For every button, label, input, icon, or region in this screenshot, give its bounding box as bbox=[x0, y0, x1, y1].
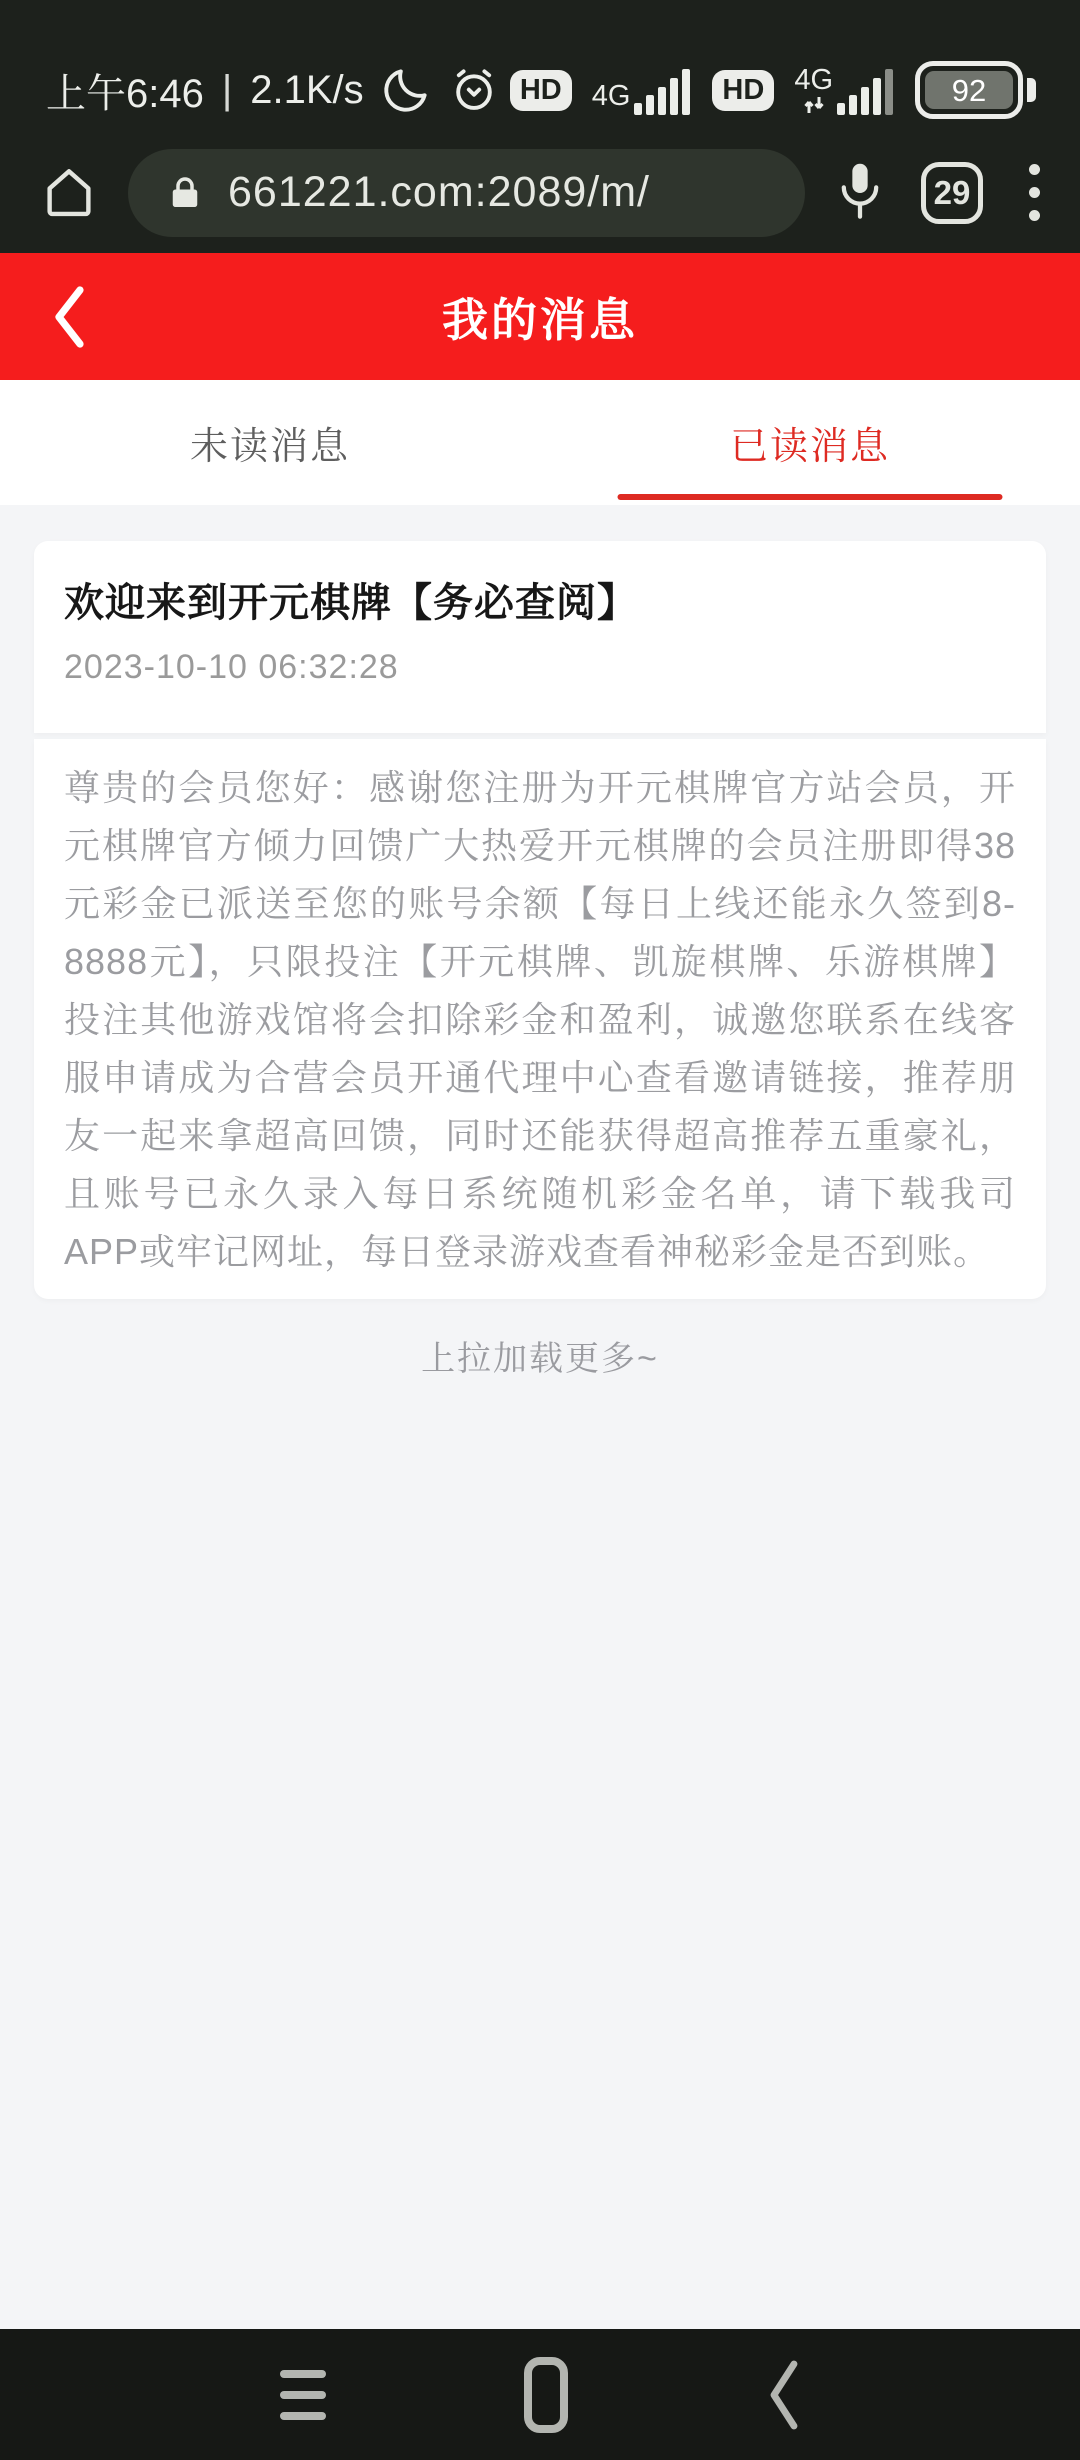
status-right bbox=[510, 61, 1036, 119]
tab-unread-messages[interactable] bbox=[0, 380, 540, 505]
data-activity-arrows-icon bbox=[802, 97, 826, 113]
active-tab-underline bbox=[618, 494, 1003, 500]
url-bar[interactable] bbox=[128, 149, 805, 237]
message-list bbox=[0, 505, 1080, 2329]
recents-icon bbox=[280, 2370, 326, 2420]
alarm-icon bbox=[448, 64, 500, 116]
message-timestamp: 2023-10-10 06:32:28 bbox=[64, 648, 399, 686]
page-title: 我的消息 bbox=[442, 293, 638, 346]
back-chevron-icon bbox=[48, 284, 88, 350]
home-icon bbox=[38, 162, 100, 224]
status-time: 上午6:46 bbox=[46, 71, 204, 116]
network-speed: 2.1K/s bbox=[250, 67, 364, 112]
message-body: 尊贵的会员您好：感谢您注册为开元棋牌官方站会员，开元棋牌官方倾力回馈广大热爱开元棋牌的会员注册即得38元彩金已派送至您的账号余额【每日上线还能永久签到8-8888元】，只限投注【开元棋牌、凯旋棋牌、乐游棋牌】投注其他游戏馆将会扣除彩金和盈利，诚邀您联系在线客服申请成为合营会员开通代理中心查看邀请链接，推荐朋友一起来拿超高回馈，同时还能获得超高推荐五重豪礼，且账号已永久录入每日系统随机彩金名单，请下载我司APP或牢记网址，每日登录游戏查看神秘彩金是否到账。 bbox=[34, 739, 1046, 1299]
browser-home-button[interactable] bbox=[38, 162, 100, 224]
lock-icon bbox=[164, 172, 206, 214]
battery-icon bbox=[915, 61, 1036, 119]
tab-read-messages[interactable] bbox=[540, 380, 1080, 505]
voice-search-button[interactable] bbox=[833, 156, 887, 230]
status-separator: | bbox=[221, 67, 233, 112]
app-header bbox=[0, 253, 1080, 380]
status-left bbox=[46, 62, 510, 119]
sim2-signal-bars-icon bbox=[837, 65, 895, 115]
android-nav-bar bbox=[0, 2329, 1080, 2460]
kebab-menu-icon bbox=[1029, 164, 1040, 175]
microphone-icon bbox=[833, 156, 887, 230]
browser-toolbar bbox=[0, 146, 1080, 253]
load-more-hint: 上拉加载更多~ bbox=[421, 1340, 659, 1378]
message-item[interactable] bbox=[34, 541, 1046, 1299]
sim2-signal bbox=[794, 65, 895, 115]
sim1-hd-badge: HD bbox=[510, 70, 572, 111]
sim1-signal bbox=[592, 65, 693, 115]
tab-bar bbox=[0, 380, 1080, 505]
recents-button[interactable] bbox=[270, 2360, 336, 2430]
home-square-icon bbox=[524, 2357, 568, 2433]
nav-back-icon bbox=[766, 2358, 800, 2432]
message-head bbox=[34, 541, 1046, 733]
back-nav-button[interactable] bbox=[756, 2348, 810, 2442]
sim2-network-label: 4G bbox=[794, 64, 833, 96]
sim1-signal-bars-icon bbox=[634, 65, 692, 115]
browser-menu-button[interactable] bbox=[1023, 158, 1046, 227]
tab-unread-label: 未读消息 bbox=[189, 426, 350, 468]
back-button[interactable] bbox=[24, 253, 112, 380]
message-title: 欢迎来到开元棋牌【务必查阅】 bbox=[64, 581, 638, 625]
battery-percent: 92 bbox=[925, 71, 1013, 109]
home-nav-button[interactable] bbox=[514, 2347, 578, 2443]
status-bar bbox=[0, 0, 1080, 146]
sim2-hd-badge: HD bbox=[712, 70, 774, 111]
tab-read-label: 已读消息 bbox=[729, 426, 890, 468]
sim1-network-label: 4G bbox=[591, 80, 631, 112]
url-text: 661221.com:2089/m/ bbox=[228, 168, 650, 216]
tab-count: 29 bbox=[933, 173, 971, 211]
tab-switcher-button[interactable] bbox=[921, 162, 983, 224]
do-not-disturb-moon-icon bbox=[380, 64, 432, 116]
